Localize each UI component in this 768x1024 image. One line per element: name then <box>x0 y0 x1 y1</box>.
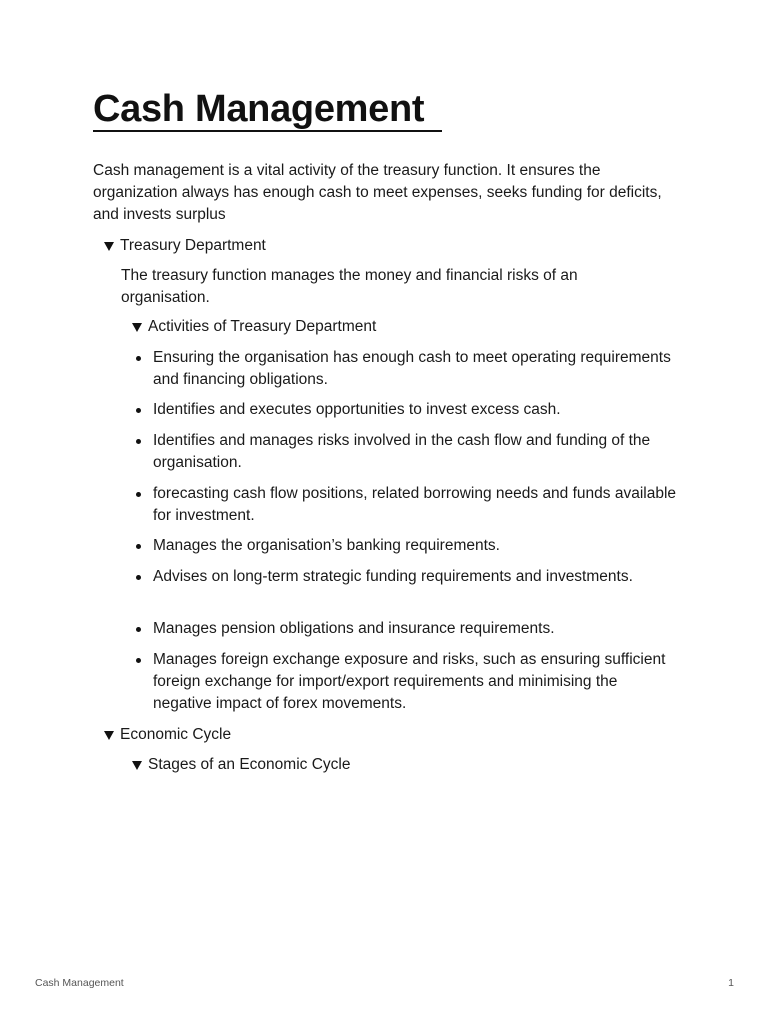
list-item-text: Manages pension obligations and insurance requirements. <box>153 620 555 637</box>
list-item-text: Identifies and manages risks involved in the cash flow and funding of the organisation. <box>153 432 651 471</box>
list-item <box>153 483 678 527</box>
toggle-economic-cycle[interactable] <box>104 724 231 746</box>
toggle-activities-of-treasury-department[interactable] <box>132 316 376 338</box>
bullet-icon <box>136 492 141 497</box>
list-item <box>153 535 678 557</box>
triangle-down-icon[interactable] <box>104 731 114 740</box>
list-item-text: Advises on long-term strategic funding requirements and investments. <box>153 568 633 585</box>
toggle-label: Economic Cycle <box>120 726 232 743</box>
list-item <box>153 347 678 391</box>
title-underline <box>93 130 442 132</box>
intro-paragraph: Cash management is a vital activity of the treasury function. It ensures the organization always has enough cash to meet expenses, seeks funding for deficits, and invests surplus <box>93 162 662 223</box>
toggle-label: Activities of Treasury Department <box>148 318 377 335</box>
bullet-icon <box>136 575 141 580</box>
footer-document-title: Cash Management <box>35 977 124 989</box>
list-item <box>153 566 678 588</box>
list-item-text: Identifies and executes opportunities to invest excess cash. <box>153 401 561 418</box>
bullet-icon <box>136 544 141 549</box>
treasury-description: The treasury function manages the money and financial risks of an organisation. <box>121 267 578 306</box>
list-item-text: Manages foreign exchange exposure and risks, such as ensuring sufficient foreign exchange for import/export requirements and minimising the negative impact of forex movements. <box>153 651 666 712</box>
list-item <box>153 649 678 715</box>
footer-page-number: 1 <box>728 977 734 989</box>
bullet-icon <box>136 439 141 444</box>
list-item <box>153 618 678 640</box>
list-item <box>153 399 678 421</box>
triangle-down-icon[interactable] <box>132 323 142 332</box>
toggle-treasury-department[interactable] <box>104 235 266 257</box>
bullet-icon <box>136 658 141 663</box>
list-item-text: Manages the organisation’s banking requirements. <box>153 537 500 554</box>
bullet-icon <box>136 356 141 361</box>
toggle-stages-of-an-economic-cycle[interactable] <box>132 754 350 776</box>
triangle-down-icon[interactable] <box>104 242 114 251</box>
bullet-icon <box>136 627 141 632</box>
page-title: Cash Management <box>93 88 425 130</box>
toggle-label: Stages of an Economic Cycle <box>148 756 351 773</box>
toggle-label: Treasury Department <box>120 237 266 254</box>
list-item <box>153 430 678 474</box>
list-item-text: forecasting cash flow positions, related borrowing needs and funds available for investment. <box>153 485 677 524</box>
list-item-text: Ensuring the organisation has enough cash to meet operating requirements and financing obligations. <box>153 349 671 388</box>
triangle-down-icon[interactable] <box>132 761 142 770</box>
bullet-icon <box>136 408 141 413</box>
